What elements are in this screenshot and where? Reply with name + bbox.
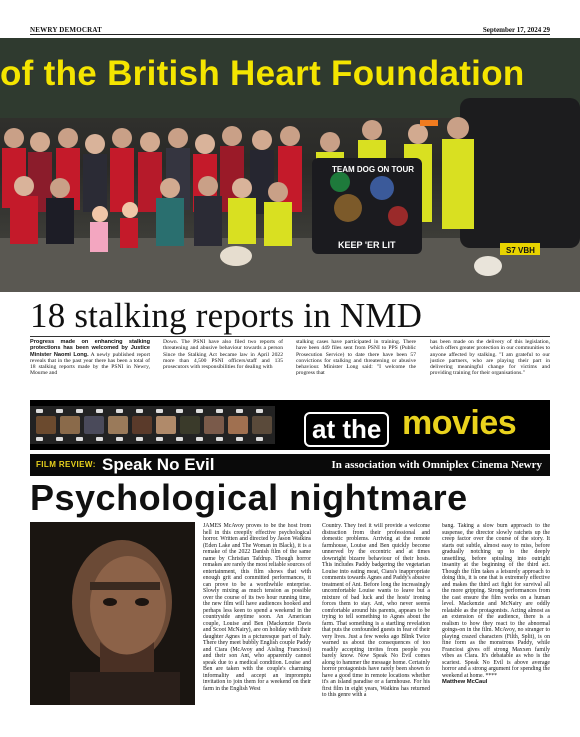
cinema-association: In association with Omniplex Cinema Newry [331, 459, 542, 471]
masthead [0, 0, 580, 36]
film-review-bar [30, 454, 550, 476]
group-photo [0, 38, 580, 292]
article-column-1 [30, 339, 150, 385]
film-title: Speak No Evil [102, 455, 215, 474]
article-column-3: stalking cases have participated in training. There have been 449 files sent from PSNI to PPS (Public Prosecution Service) to date there have been 57 convictions for stalking and threatening or abusive behaviour. Minister Long said: "I welcome the progress that [296, 339, 416, 377]
date-page: September 17, 2024 29 [482, 26, 550, 34]
article-column-4: has been made on the delivery of this legislation, which offers greater protection in our communities to anyone affected by stalking. "I am grateful to our justice partners, who are playing their part in delivering meaningful change for victims and providing training for their organisations." [430, 339, 550, 377]
stalking-headline: 18 stalking reports in NMD [30, 296, 423, 335]
review-headline: Psychological nightmare [30, 477, 468, 518]
review-column-2: Country. They feel it will provide a welcome distraction from their professional and domestic problems. Arriving at the remote farmhouse, Louise and Ben quickly become unnerved by the eccentric and at times downright bizarre behaviour of their hosts. This includes Paddy badgering the vegetarian Louise into eating meat, Ciara's inappropriate comments towards Agnes and Paddy's abusive treatment of Ant. Before long the increasingly uncomfortable Louise wants to leave but a mixture of bad luck and the hosts' ironing forces them to stay. Ant, who never seems comfortable around his parents, appears to be trying to tell something to Agnes about the farm. That something is a startling revelation that puts the confounded guests in fear of their very lives. Just a few weeks ago Blink Twice warned us about the consequences of too readily accepting invites from people you barely know. Now Speak No Evil comes along to hammer the message home. Certainly horror protagonists have rarely been shown to have a good time in remote locations whether it's an island paradise or a farmhouse. For his first film in eight years, Watkins has returned to this genre with a [322, 523, 430, 698]
stalking-article-body [30, 339, 550, 385]
film-strip-icon [30, 406, 275, 444]
at-the-text: at the [304, 412, 389, 447]
review-byline: Matthew McCaul [442, 679, 488, 685]
review-column-3 [442, 523, 550, 706]
photo-banner-text: of the British Heart Foundation [0, 54, 525, 93]
review-column-1: JAMES McAvoy proves to be the host from hell in this creepily effective psychological horror. Written and directed by Jason Watkins (Eden Lake and The Woman in Black), it is a remake of the 2022 Danish film of the same name by Christian Tafdrup. Though horror remakes are rarely the most reliable sources of entertainment, this film shows that with enough grit and committed performances, it can prove to be a worthwhile enterprise. Slowly mixing as much tension as possible over the course of its two hour running time, the new film will have audiences hooked and perhaps less keen to spend a weekend in the countryside anytime soon. An American couple, Louise and Ben (Mackenzie Davis and Scoot McNairy), are on holiday with their daughter Agnes in a picturesque part of Italy. There they meet bubbly English couple Paddy and Ciara (McAvoy and Aisling Franciosi) and their son Ant, who apparently cannot speak due to a medical condition. Louise and Ben are taken with the couple's charming informality and accept an impromptu invitation to join them for a weekend on their farm in the English West [203, 523, 311, 692]
article-column-2: Down. The PSNI have also filed two reports of threatening and abusive behaviour towards a person Since the Stalking Act became law in April 2022 more than 4,500 PSNI officers/staff and 135 prosecutors with responsibilities for dealing with [163, 339, 283, 371]
review-body [203, 523, 550, 706]
article-lead: Progress made on enhancing stalking protections has been welcomed by Justice Minister Naomi Long. [30, 339, 150, 358]
flag-text-bottom: KEEP 'ER LIT [338, 240, 396, 250]
actor-portrait [30, 522, 195, 705]
article-col1-text: A newly published report reveals that in the past year there has been a total of 18 stalking reports made by the PSNI in Newry, Mourne and [30, 351, 150, 377]
masthead-rule [30, 34, 550, 35]
flag-text-top: TEAM DOG ON TOUR [332, 165, 415, 174]
film-still-image [30, 522, 195, 705]
movies-text: movies [402, 404, 517, 442]
at-the-movies-wordmark [290, 404, 550, 446]
publication-name: NEWRY DEMOCRAT [30, 26, 102, 34]
license-plate: S7 VBH [506, 246, 535, 255]
headline-rule [30, 336, 550, 337]
review-col3-text: bang. Taking a slow burn approach to the suspense, the director slowly ratchets up the creep factor over the course of the story. It starts out subtle, almost easy to miss, before gradually notching up to the deeply unsettling, before spiraling into outright insanity at the beginning of the third act. Though the film takes a leisurely approach to doing this, it is one that is extremely effective and makes the third act fight for survival all the more gripping. Strong performances from the cast ensure the film works on a human level. Mackenzie and McNairy are oddly relatable as the protagonists. Acting almost as an extension of the audience, there is a realism to how they react to the abnormal goings-on in the film. McAvoy, no stranger to playing crazed characters (Filth, Split), is on fine form as the monstrous Paddy, while Franciosi gives off strong Maxxen family vibes as Ciara. It's debatable as who is the scariest. Speak No Evil is above average horror and a strong argument for spending the weekend at home. **** [442, 523, 550, 679]
film-review-label: FILM REVIEW: [36, 460, 96, 469]
at-the-movies-header [30, 400, 550, 450]
